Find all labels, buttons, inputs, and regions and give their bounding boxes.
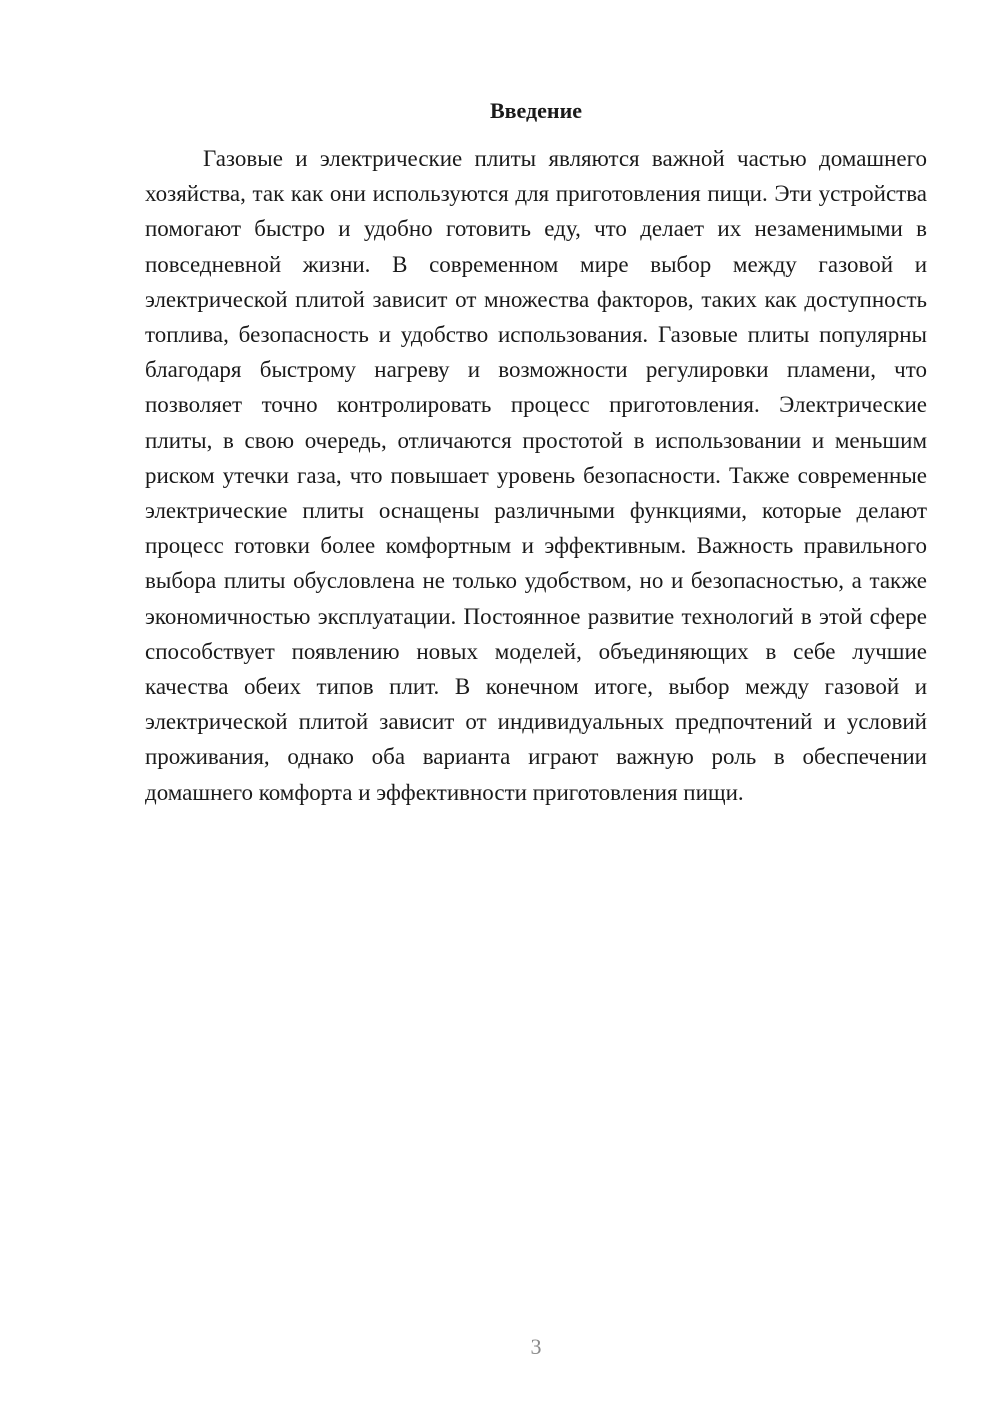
section-heading: Введение — [489, 98, 583, 123]
body-paragraph: Газовые и электрические плиты являются важной частью домашнего хозяйства, так как они используются для приготовления пищи. Эти устройства помогают быстро и удобно готовить еду, что делает их незаменимыми в повседневной жизни. В современном мире выбор между газовой и электрической плитой зависит от множества факторов, таких как доступность топлива, безопасность и удобство использования. Газовые плиты популярны благодаря быстрому нагреву и возможности регулировки пламени, что позволяет точно контролировать процесс приготовления. Электрические плиты, в свою очередь, отличаются простотой в использовании и меньшим риском утечки газа, что повышает уровень безопасности. Также современные электрические плиты оснащены различными функциями, которые делают процесс готовки более комфортным и эффективным. Важность правильного выбора плиты обусловлена не только удобством, но и безопасностью, а также экономичностью эксплуатации. Постоянное развитие технологий в этой сфере способствует появлению новых моделей, объединяющих в себе лучшие качества обеих типов плит. В конечном итоге, выбор между газовой и электрической плитой зависит от индивидуальных предпочтений и условий проживания, однако оба варианта играют важную роль в обеспечении домашнего комфорта и эффективности приготовления пищи. — [145, 146, 927, 805]
page-number: 3 — [530, 1334, 542, 1359]
